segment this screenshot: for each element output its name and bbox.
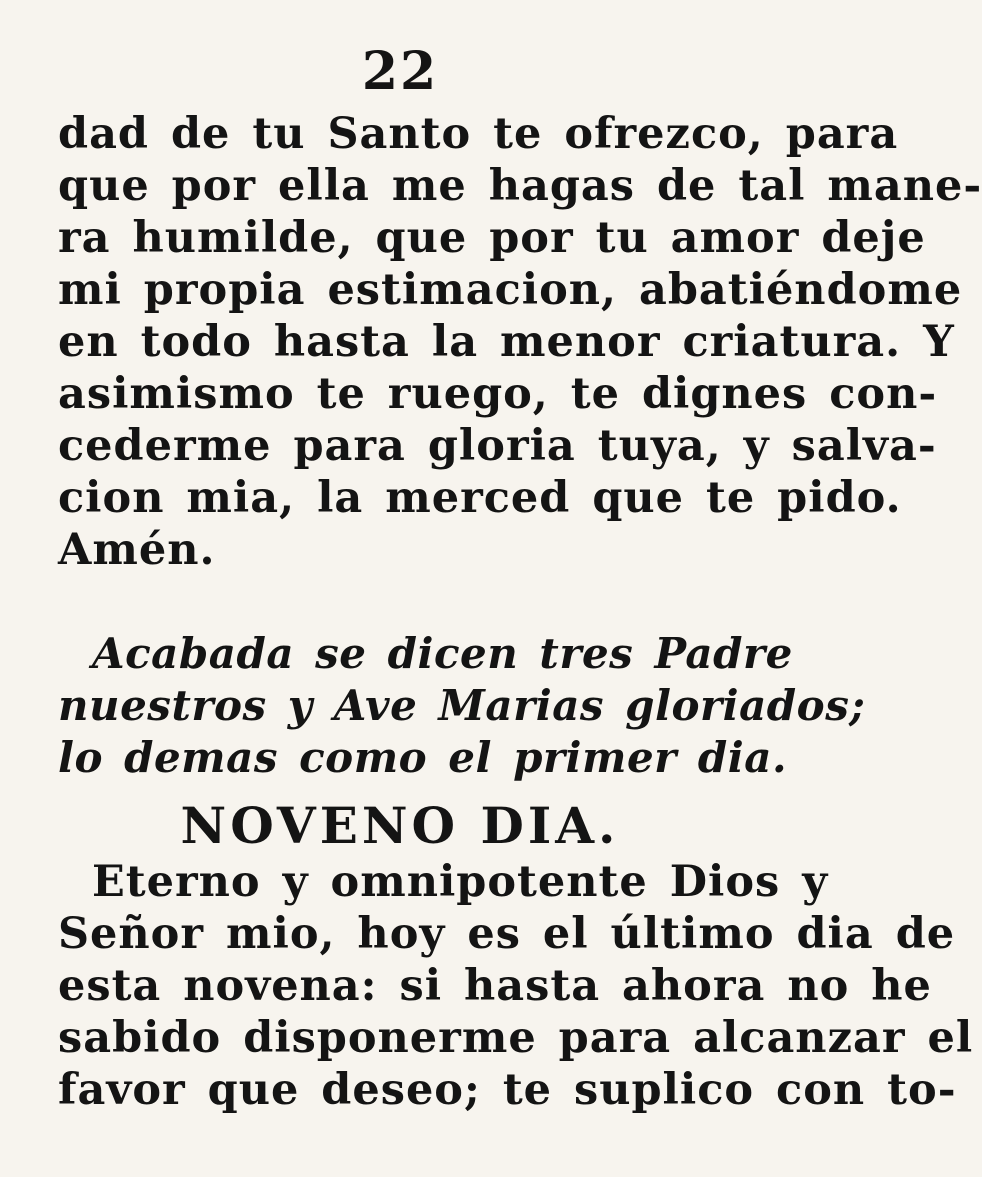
- prayer-paragraph-2: [58, 856, 974, 1116]
- text-line: cederme para gloria tuya, y salva-: [58, 421, 937, 471]
- text-line: esta novena: si hasta ahora no he: [58, 961, 932, 1011]
- text-line: ra humilde, que por tu amor deje: [58, 213, 926, 263]
- text-line: dad de tu Santo te ofrezco, para: [58, 109, 899, 159]
- rubric-line: nuestros y Ave Marias gloriados;: [58, 681, 866, 730]
- page-number: 22: [361, 41, 439, 102]
- text-line: sabido disponerme para alcanzar el: [58, 1013, 974, 1063]
- prayer-paragraph: [58, 108, 982, 576]
- rubric-line: lo demas como el primer dia.: [58, 733, 788, 782]
- text-line: que por ella me hagas de tal mane-: [58, 161, 982, 211]
- text-line: en todo hasta la menor criatura. Y: [58, 317, 955, 367]
- text-line: Eterno y omnipotente Dios y: [92, 857, 829, 907]
- text-line: mi propia estimacion, abatiéndome: [58, 265, 963, 315]
- section-heading: NOVENO DIA.: [180, 796, 620, 855]
- text-line: cion mia, la merced que te pido.: [58, 473, 902, 523]
- text-line: Señor mio, hoy es el último dia de: [58, 909, 956, 959]
- text-line: favor que deseo; te suplico con to-: [58, 1065, 957, 1115]
- rubric-instructions: [58, 628, 866, 784]
- text-line: asimismo te ruego, te dignes con-: [58, 369, 938, 419]
- rubric-line: Acabada se dicen tres Padre: [92, 629, 793, 678]
- text-line: Amén.: [58, 525, 216, 575]
